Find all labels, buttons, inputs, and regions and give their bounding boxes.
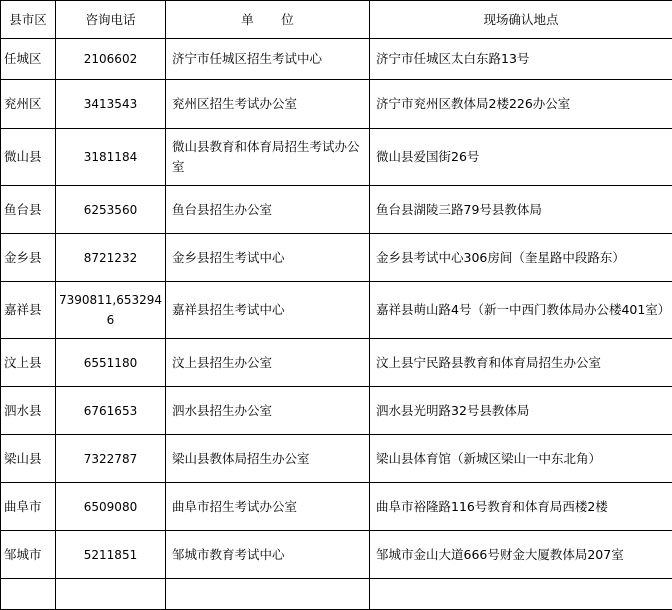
table-row [1, 387, 672, 435]
county-cell: 泗水县 [1, 387, 56, 435]
county-cell: 汶上县 [1, 339, 56, 387]
phone-cell: 3181184 [56, 129, 166, 186]
table-row [1, 234, 672, 282]
phone-cell: 6253560 [56, 186, 166, 234]
county-cell: 金乡县 [1, 234, 56, 282]
phone-cell: 2106602 [56, 39, 166, 80]
header-county: 县市区 [1, 1, 56, 39]
unit-cell: 微山县教育和体育局招生考试办公室 [166, 129, 370, 186]
place-cell: 金乡县考试中心306房间（奎星路中段路东） [370, 234, 672, 282]
phone-cell: 3413543 [56, 80, 166, 129]
unit-cell: 泗水县招生办公室 [166, 387, 370, 435]
unit-cell: 曲阜市招生考试办公室 [166, 483, 370, 531]
county-cell: 嘉祥县 [1, 282, 56, 339]
empty-cell [370, 579, 672, 610]
place-cell: 曲阜市裕隆路116号教育和体育局西楼2楼 [370, 483, 672, 531]
table-row-cut-off [1, 579, 672, 610]
place-cell: 泗水县光明路32号县教体局 [370, 387, 672, 435]
phone-cell: 7322787 [56, 435, 166, 483]
county-cell: 梁山县 [1, 435, 56, 483]
place-cell: 济宁市任城区太白东路13号 [370, 39, 672, 80]
table-row [1, 80, 672, 129]
place-cell: 梁山县体育馆（新城区梁山一中东北角） [370, 435, 672, 483]
table-row [1, 435, 672, 483]
unit-cell: 金乡县招生考试中心 [166, 234, 370, 282]
unit-cell: 鱼台县招生办公室 [166, 186, 370, 234]
county-cell: 微山县 [1, 129, 56, 186]
unit-cell: 济宁市任城区招生考试中心 [166, 39, 370, 80]
place-cell: 鱼台县湖陵三路79号县教体局 [370, 186, 672, 234]
header-phone: 咨询电话 [56, 1, 166, 39]
unit-cell: 兖州区招生考试办公室 [166, 80, 370, 129]
empty-cell [166, 579, 370, 610]
table-row [1, 282, 672, 339]
header-place: 现场确认地点 [370, 1, 672, 39]
phone-cell: 8721232 [56, 234, 166, 282]
table-row [1, 483, 672, 531]
unit-cell: 邹城市教育考试中心 [166, 531, 370, 579]
table-row [1, 186, 672, 234]
table-row [1, 129, 672, 186]
header-unit: 单位 [166, 1, 370, 39]
table-row [1, 339, 672, 387]
phone-cell: 6761653 [56, 387, 166, 435]
unit-cell: 梁山县教体局招生办公室 [166, 435, 370, 483]
place-cell: 汶上县宁民路县教育和体育局招生办公室 [370, 339, 672, 387]
phone-cell: 6509080 [56, 483, 166, 531]
phone-cell: 6551180 [56, 339, 166, 387]
county-cell: 任城区 [1, 39, 56, 80]
place-cell: 济宁市兖州区教体局2楼226办公室 [370, 80, 672, 129]
empty-cell [56, 579, 166, 610]
table-header-row [1, 1, 672, 39]
county-cell: 曲阜市 [1, 483, 56, 531]
empty-cell [1, 579, 56, 610]
unit-cell: 嘉祥县招生考试中心 [166, 282, 370, 339]
table-row [1, 39, 672, 80]
place-cell: 嘉祥县萌山路4号（新一中西门教体局办公楼401室） [370, 282, 672, 339]
place-cell: 微山县爱国街26号 [370, 129, 672, 186]
table-row [1, 531, 672, 579]
county-cell: 兖州区 [1, 80, 56, 129]
phone-cell: 5211851 [56, 531, 166, 579]
place-cell: 邹城市金山大道666号财金大厦教体局207室 [370, 531, 672, 579]
phone-cell: 7390811,6532946 [56, 282, 166, 339]
county-cell: 邹城市 [1, 531, 56, 579]
unit-cell: 汶上县招生办公室 [166, 339, 370, 387]
county-cell: 鱼台县 [1, 186, 56, 234]
